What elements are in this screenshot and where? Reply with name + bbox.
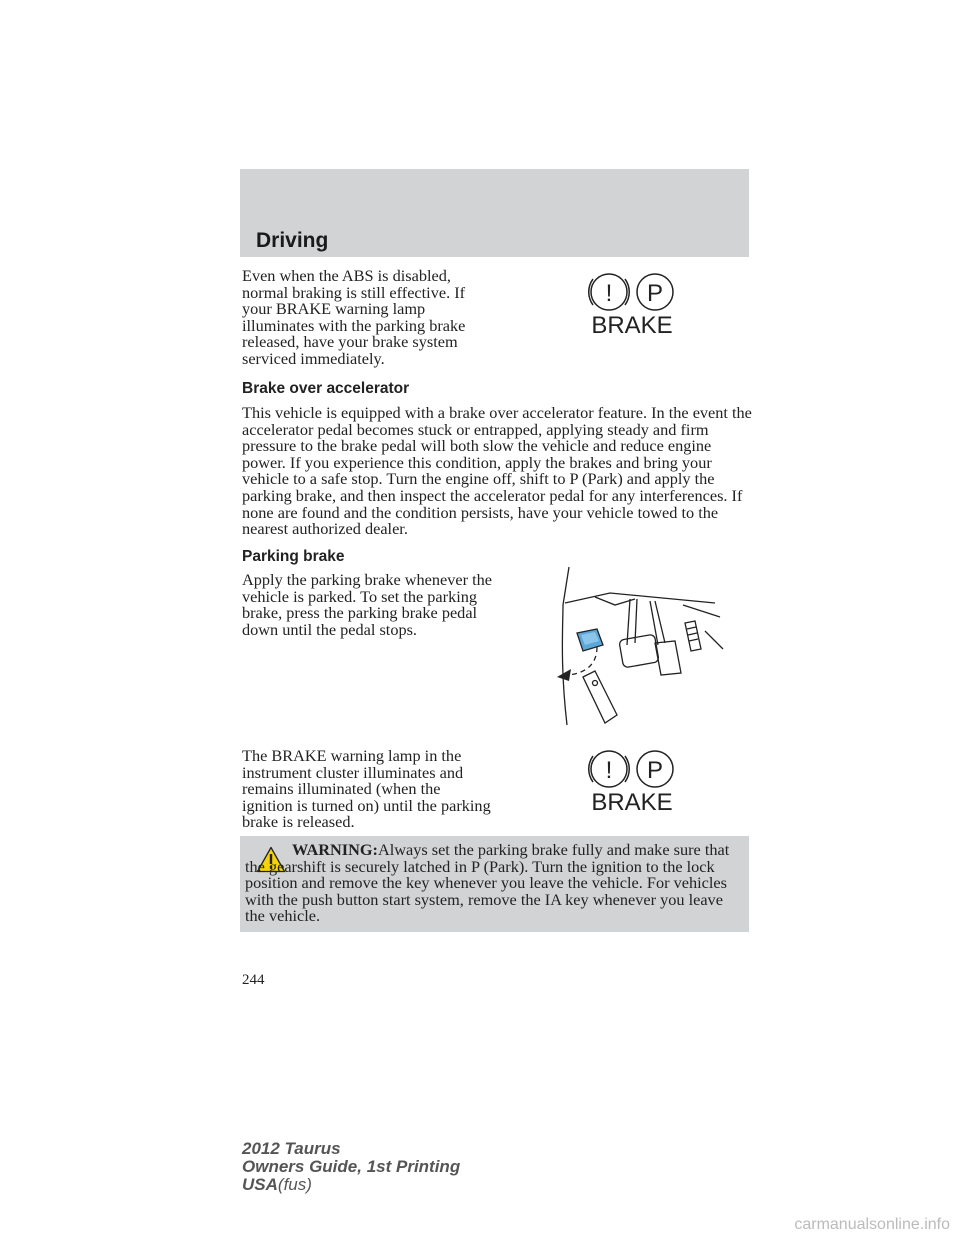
brake-warning-icon (583, 748, 683, 818)
section-header (240, 169, 749, 257)
parking-brake-pedal-illustration (555, 565, 725, 735)
abs-note-paragraph: Even when the ABS is disabled, normal braking is still effective. If your BRAKE warning lamp illuminates with the parking brake released, have your brake system serviced immediately. (242, 266, 466, 368)
brake-icon-park: P (646, 757, 664, 784)
brake-warning-icon (583, 271, 683, 341)
section-title: Driving (256, 229, 329, 252)
watermark: carmanualsonline.info (794, 1216, 950, 1233)
warning-text: Always set the parking brake fully and make sure that the gearshift is securely latched in P (Park). Turn the ignition to the lock position and remove the key whenever you leave the vehicle. For vehicles with the push button start system, remove the IA key whenever you leave the vehicle. (245, 840, 730, 926)
brake-icon-park: P (646, 280, 664, 307)
brake-icon-exclamation: ! (605, 280, 613, 307)
brake-icon-label: BRAKE (591, 789, 673, 816)
warning-paragraph (245, 842, 745, 925)
footer-line-model: 2012 Taurus (242, 1139, 341, 1158)
parking-brake-heading: Parking brake (242, 548, 345, 565)
footer-region: USA (242, 1175, 278, 1194)
parking-brake-lamp-paragraph: The BRAKE warning lamp in the instrument cluster illuminates and remains illuminated (when the ignition is turned on) until the parking brake is released. (242, 746, 491, 832)
brake-over-accelerator-paragraph: This vehicle is equipped with a brake over accelerator feature. In the event the accelerator pedal becomes stuck or entrapped, applying steady and firm pressure to the brake pedal will both slow the vehicle and reduce engine power. If you experience this condition, apply the brakes and bring your vehicle to a safe stop. Turn the engine off, shift to P (Park) and apply the parking brake, and then inspect the accelerator pedal for any interferences. If none are found and the condition persists, have your vehicle towed to the nearest authorized dealer. (242, 403, 752, 539)
warning-label: WARNING: (292, 840, 378, 859)
brake-icon-label: BRAKE (591, 312, 673, 339)
warning-box (240, 836, 749, 932)
brake-over-accelerator-heading: Brake over accelerator (242, 380, 410, 397)
footer-line-region (242, 1176, 460, 1194)
parking-brake-set-paragraph: Apply the parking brake whenever the vehicle is parked. To set the parking brake, press the parking brake pedal down until the pedal stops. (242, 570, 493, 639)
document-footer (242, 1140, 460, 1194)
brake-icon-exclamation: ! (605, 757, 613, 784)
footer-region-code: (fus) (277, 1175, 312, 1194)
page-number: 244 (242, 972, 265, 988)
footer-line-guide: Owners Guide, 1st Printing (242, 1157, 461, 1176)
